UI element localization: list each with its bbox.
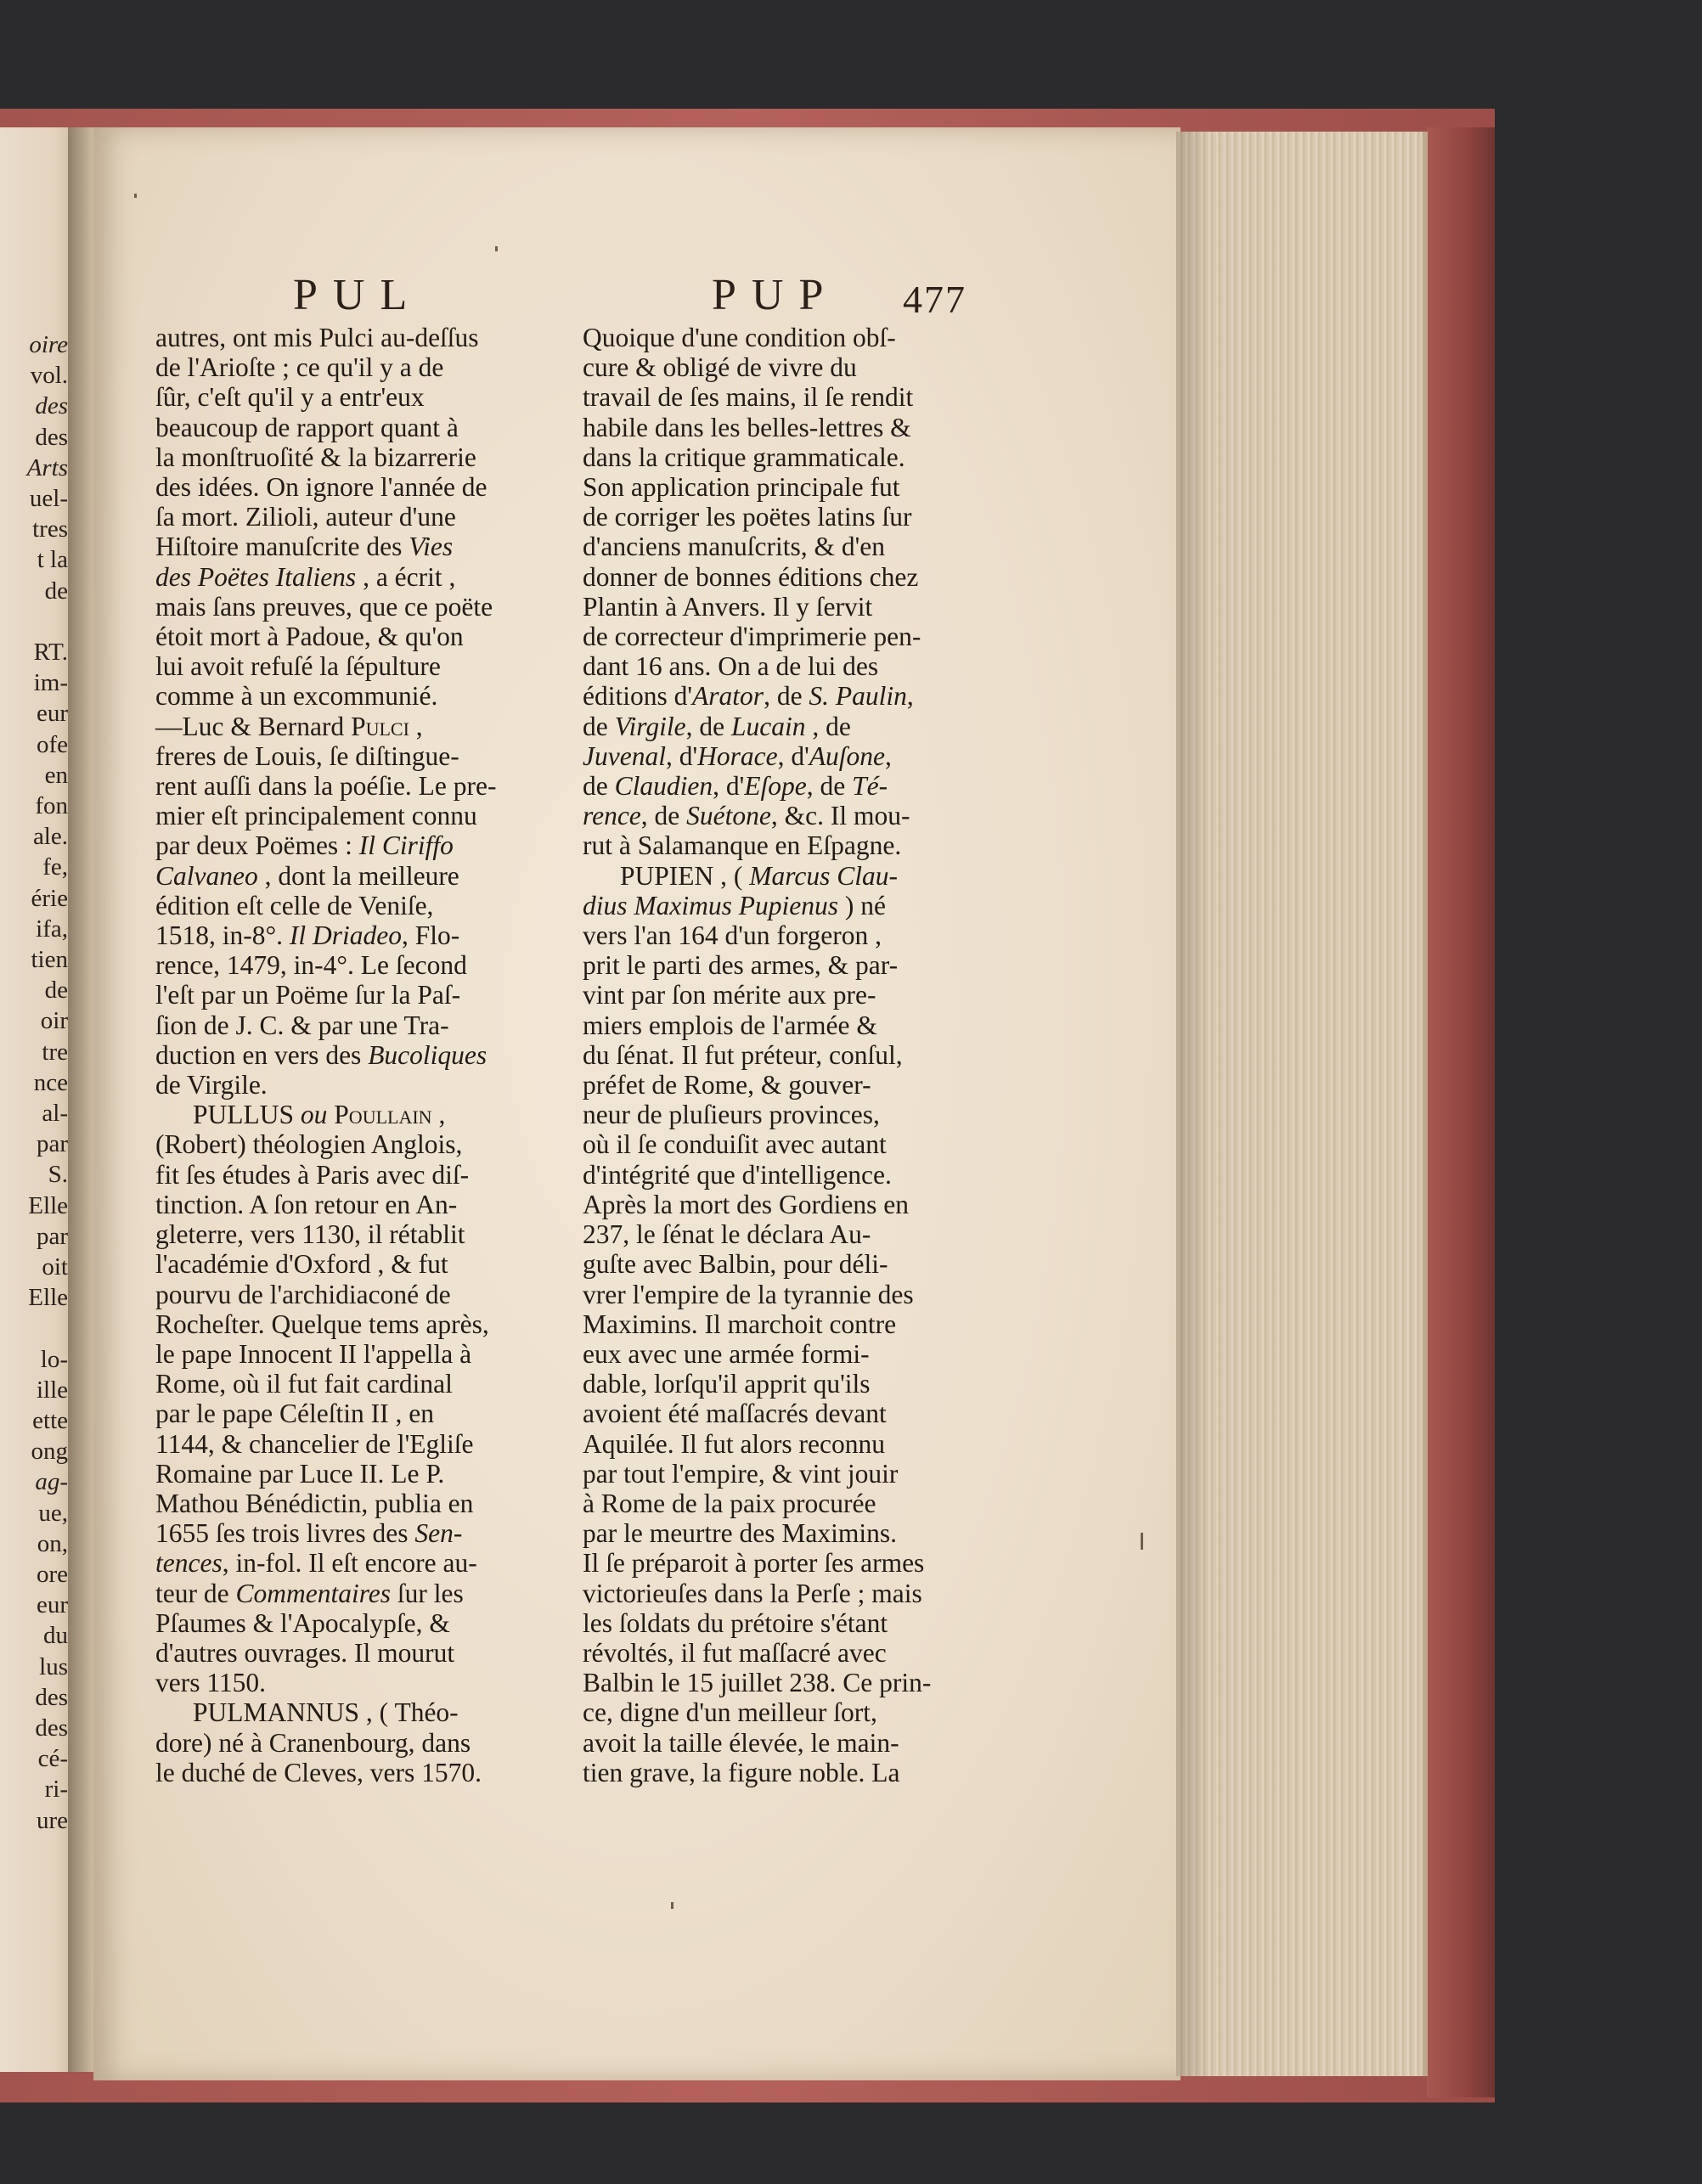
right-column-line: cure & obligé de vivre du xyxy=(583,352,857,383)
right-column-line: Quoique d'une condition obſ- xyxy=(583,323,896,352)
right-column-line: d'anciens manuſcrits, & d'en xyxy=(583,532,886,562)
facing-page-fragment: érie xyxy=(31,884,68,912)
right-column-line: vrer l'empire de la tyrannie des xyxy=(583,1279,914,1309)
facing-page-fragment: oir xyxy=(40,1007,68,1035)
right-column-line: vint par ſon mérite aux pre- xyxy=(583,980,876,1010)
left-column-line: fit ſes études à Paris avec diſ- xyxy=(155,1159,470,1190)
page-block-edges xyxy=(1176,132,1428,2076)
left-column-line: 1518, in-8°. Il Driadeo, Flo- xyxy=(155,920,460,951)
book-cover-edge xyxy=(1427,127,1495,2097)
facing-page-fragment: des xyxy=(35,392,68,420)
right-column-line: à Rome de la paix procurée xyxy=(583,1488,876,1518)
left-column-line: beaucoup de rapport quant à xyxy=(155,412,459,442)
facing-page-fragment: ofe xyxy=(36,730,68,758)
right-column-line: Maximins. Il marchoit contre xyxy=(583,1309,897,1339)
left-column-line: lui avoit refuſé la ſépulture xyxy=(155,651,441,682)
left-column-line: des Poëtes Italiens , a écrit , xyxy=(155,561,456,592)
right-column-line: dius Maximus Pupienus ) né xyxy=(583,890,886,920)
facing-page-fragment: cé- xyxy=(37,1745,68,1773)
right-column-line: travail de ſes mains, il ſe rendit xyxy=(583,382,914,413)
facing-page-fragment: tien xyxy=(31,946,68,973)
facing-page-fragment: fon xyxy=(35,792,68,819)
facing-page-fragment: ille xyxy=(36,1376,68,1404)
running-head-left: PUL xyxy=(293,271,423,319)
facing-page-fragment: des xyxy=(35,1683,68,1711)
facing-page-fragment: al- xyxy=(42,1100,68,1127)
right-column-line: neur de pluſieurs provinces, xyxy=(583,1100,880,1130)
left-column-line: Rocheſter. Quelque tems après, xyxy=(155,1309,489,1339)
left-column-line: ſion de J. C. & par une Tra- xyxy=(155,1010,449,1040)
right-column-line: de Virgile, de Lucain , de xyxy=(583,711,851,741)
left-column-line: le pape Innocent II l'appella à xyxy=(155,1338,472,1369)
left-column-line: des idées. On ignore l'année de xyxy=(155,472,487,503)
facing-page-fragment: Elle xyxy=(28,1284,68,1312)
left-column-line: Calvaneo , dont la meilleure xyxy=(155,860,459,891)
facing-page-fragment: des xyxy=(35,423,68,451)
left-column-line: 1144, & chancelier de l'Egliſe xyxy=(155,1428,474,1459)
left-column-line: de l'Arioſte ; ce qu'il y a de xyxy=(155,352,444,383)
left-column-line: autres, ont mis Pulci au-deſſus xyxy=(155,323,479,352)
facing-page-fragment: ale. xyxy=(32,823,68,851)
facing-page-fragment: ore xyxy=(36,1561,68,1588)
left-column-line: 1655 ſes trois livres des Sen- xyxy=(155,1518,463,1549)
right-column-line: habile dans les belles-lettres & xyxy=(583,412,911,442)
running-head-center: PUP xyxy=(712,271,839,319)
left-column-line: d'autres ouvrages. Il mourut xyxy=(155,1637,455,1668)
facing-page-fragment: tre xyxy=(42,1038,68,1066)
left-column-line: Rome, où il fut fait cardinal xyxy=(155,1369,453,1399)
facing-page-fragment: Arts xyxy=(26,453,68,481)
facing-page-fragment: ong xyxy=(31,1438,68,1466)
facing-page-fragment: du xyxy=(43,1622,68,1650)
facing-page-fragment: eur xyxy=(36,1591,68,1619)
left-column-line: PULMANNUS , ( Théo- xyxy=(193,1697,459,1728)
right-column-line: donner de bonnes éditions chez xyxy=(583,561,919,592)
facing-page-fragment: nce xyxy=(33,1068,68,1096)
left-column-line: teur de Commentaires ſur les xyxy=(155,1578,464,1608)
left-column-line: l'eſt par un Poëme ſur la Paſ- xyxy=(155,980,461,1010)
right-column-line: PUPIEN , ( Marcus Clau- xyxy=(620,860,898,891)
right-column-line: Plantin à Anvers. Il y ſervit xyxy=(583,591,873,622)
right-column-line: Aquilée. Il fut alors reconnu xyxy=(583,1428,886,1459)
text-column-left xyxy=(155,323,563,1787)
left-column-line: l'académie d'Oxford , & fut xyxy=(155,1249,448,1280)
left-column-line: dore) né à Cranenbourg, dans xyxy=(155,1727,471,1758)
right-column-line: ce, digne d'un meilleur ſort, xyxy=(583,1697,877,1728)
left-column-line: —Luc & Bernard Pulci , xyxy=(155,711,423,741)
facing-page-fragment: oire xyxy=(29,331,68,358)
left-column-line: freres de Louis, ſe diſtingue- xyxy=(155,740,459,771)
facing-page-fragment: on, xyxy=(37,1529,68,1557)
right-column-line: Son application principale fut xyxy=(583,472,900,503)
right-column-line: où il ſe conduiſit avec autant xyxy=(583,1129,887,1160)
right-column-line: dans la critique grammaticale. xyxy=(583,442,905,472)
right-column-line: par tout l'empire, & vint jouir xyxy=(583,1458,899,1489)
left-column-line: gleterre, vers 1130, il rétablit xyxy=(155,1219,465,1250)
facing-page-fragment: t la xyxy=(37,546,68,574)
left-column-line: de Virgile. xyxy=(155,1070,268,1100)
right-column-line: rence, de Suétone, &c. Il mou- xyxy=(583,801,910,831)
facing-page-fragment: ag- xyxy=(35,1468,68,1496)
right-column-line: par le meurtre des Maximins. xyxy=(583,1518,898,1549)
facing-page-fragment: tres xyxy=(32,515,68,543)
facing-page-fragment: oit xyxy=(42,1253,68,1281)
right-column-line: Il ſe préparoit à porter ſes armes xyxy=(583,1548,925,1579)
right-column-line: tien grave, la figure noble. La xyxy=(583,1757,900,1787)
right-column-line: de corriger les poëtes latins ſur xyxy=(583,502,912,532)
paper-speck xyxy=(671,1902,673,1909)
facing-page-fragment: ifa, xyxy=(36,915,68,943)
left-column-line: pourvu de l'archidiaconé de xyxy=(155,1279,451,1309)
left-column-line: étoit mort à Padoue, & qu'on xyxy=(155,622,464,652)
left-column-line: comme à un excommunié. xyxy=(155,681,438,712)
paper-speck xyxy=(1141,1533,1143,1550)
facing-page-fragment: eur xyxy=(36,700,68,728)
text-column-right xyxy=(583,323,990,1787)
facing-page-fragment: vol. xyxy=(30,362,68,390)
right-column-line: guſte avec Balbin, pour déli- xyxy=(583,1249,888,1280)
facing-page-fragment: fe, xyxy=(42,853,68,881)
facing-page-fragment: des xyxy=(35,1714,68,1742)
left-column-line: tences, in-fol. Il eſt encore au- xyxy=(155,1548,477,1579)
right-column-line: dant 16 ans. On a de lui des xyxy=(583,651,879,682)
left-column-line: par deux Poëmes : Il Ciriffo xyxy=(155,830,454,861)
right-column-line: prit le parti des armes, & par- xyxy=(583,950,899,981)
facing-page-fragment: lo- xyxy=(40,1345,68,1373)
right-column-line: Après la mort des Gordiens en xyxy=(583,1189,910,1219)
facing-page-fragment: ure xyxy=(36,1806,68,1834)
left-column-line: (Robert) théologien Anglois, xyxy=(155,1129,463,1160)
right-column-line: de Claudien, d'Eſope, de Té- xyxy=(583,771,888,802)
left-column-line: rence, 1479, in-4°. Le ſecond xyxy=(155,950,467,981)
left-column-line: Romaine par Luce II. Le P. xyxy=(155,1458,445,1489)
right-column-line: éditions d'Arator, de S. Paulin, xyxy=(583,681,914,712)
left-column-line: tinction. A ſon retour en An- xyxy=(155,1189,458,1219)
right-column-line: Balbin le 15 juillet 238. Ce prin- xyxy=(583,1668,932,1698)
left-column-line: la monſtruoſité & la bizarrerie xyxy=(155,442,476,472)
facing-page-fragment: ue, xyxy=(38,1499,68,1527)
right-column-line: Juvenal, d'Horace, d'Auſone, xyxy=(583,740,892,771)
facing-page-fragment: im- xyxy=(33,669,68,697)
right-column-line: les ſoldats du prétoire s'étant xyxy=(583,1607,888,1638)
left-column-line: duction en vers des Bucoliques xyxy=(155,1039,487,1070)
facing-page-fragment: par xyxy=(36,1222,68,1250)
facing-page-fragment: ette xyxy=(32,1407,68,1434)
right-column-line: avoit la taille élevée, le main- xyxy=(583,1727,899,1758)
facing-page-fragment: en xyxy=(44,761,68,789)
right-column-line: révoltés, il fut maſſacré avec xyxy=(583,1637,887,1668)
right-column-line: de correcteur d'imprimerie pen- xyxy=(583,622,921,652)
right-column-line: 237, le ſénat le déclara Au- xyxy=(583,1219,871,1250)
right-column-line: vers l'an 164 d'un forgeron , xyxy=(583,920,882,951)
right-column-line: miers emplois de l'armée & xyxy=(583,1010,877,1040)
left-column-line: mier eſt principalement connu xyxy=(155,801,477,831)
left-column-line: le duché de Cleves, vers 1570. xyxy=(155,1757,482,1787)
right-column-line: du ſénat. Il fut préteur, conſul, xyxy=(583,1039,903,1070)
facing-page-fragment: ri- xyxy=(44,1776,68,1804)
left-column-line: Mathou Bénédictin, publia en xyxy=(155,1488,474,1518)
right-column-line: avoient été maſſacrés devant xyxy=(583,1399,887,1429)
right-column-line: victorieuſes dans la Perſe ; mais xyxy=(583,1578,922,1608)
facing-page-fragment: S. xyxy=(48,1161,68,1189)
page-number: 477 xyxy=(903,278,967,321)
facing-page-edge xyxy=(0,127,78,2072)
left-column-line: Hiſtoire manuſcrite des Vies xyxy=(155,532,454,562)
right-column-line: d'intégrité que d'intelligence. xyxy=(583,1159,892,1190)
right-column-line: dable, lorſqu'il apprit qu'ils xyxy=(583,1369,871,1399)
right-column-line: rut à Salamanque en Eſpagne. xyxy=(583,830,902,861)
right-column-line: eux avec une armée formi- xyxy=(583,1338,870,1369)
left-column-line: Pſaumes & l'Apocalypſe, & xyxy=(155,1607,450,1638)
facing-page-fragment: Elle xyxy=(28,1191,68,1219)
right-column-line: préfet de Rome, & gouver- xyxy=(583,1070,871,1100)
facing-page-fragment: uel- xyxy=(29,485,68,512)
facing-page-fragment: de xyxy=(44,977,68,1005)
facing-page-fragment: par xyxy=(36,1130,68,1158)
left-column-line: par le pape Céleſtin II , en xyxy=(155,1399,434,1429)
facing-page-fragment: de xyxy=(44,577,68,605)
left-column-line: PULLUS ou Poullain , xyxy=(193,1100,446,1130)
paper-speck xyxy=(495,246,498,251)
left-column-line: ſa mort. Zilioli, auteur d'une xyxy=(155,502,456,532)
paper-speck xyxy=(134,194,137,198)
left-column-line: édition eſt celle de Veniſe, xyxy=(155,890,434,920)
left-column-line: ſûr, c'eſt qu'il y a entr'eux xyxy=(155,382,425,413)
left-column-line: vers 1150. xyxy=(155,1668,267,1698)
left-column-line: mais ſans preuves, que ce poëte xyxy=(155,591,493,622)
facing-page-fragment: RT. xyxy=(33,639,68,666)
facing-page-fragment: lus xyxy=(39,1652,68,1680)
left-column-line: rent auſſi dans la poéſie. Le pre- xyxy=(155,771,497,802)
